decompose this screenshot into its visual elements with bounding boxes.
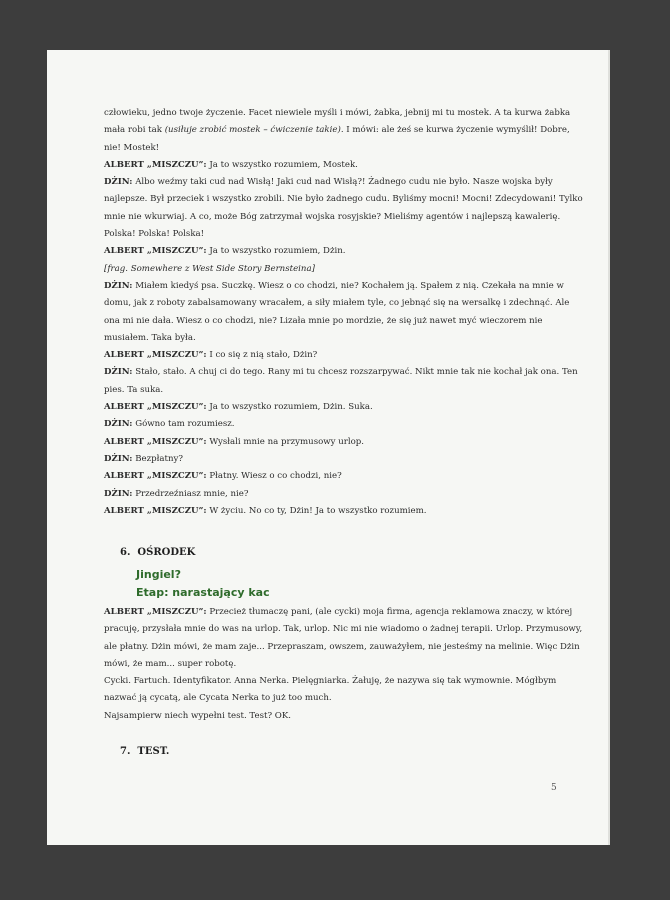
jingiel-label: Jingiel? [136,568,181,581]
speaker-name: ALBERT „MISZCZU”: [104,607,207,617]
line-text: Ja to wszystko rozumiem, Dżin. Suka. [206,402,373,413]
line-text: Najsampierw niech wypełni test. Test? OK. [104,710,291,721]
text-line [104,261,584,278]
dialogue-block-1 [104,105,584,520]
text-line [104,708,584,725]
etap-label: Etap: narastający kac [136,586,270,599]
line-text-after: . I mówi: ale żeś se kurwa życzenie wymyślił! Dobre, [340,125,570,136]
line-text: Polska! Polska! Polska! [104,229,205,240]
section-7-title: TEST. [137,746,170,757]
text-line [104,313,584,330]
document-page [47,50,610,845]
line-text: najlepsze. Był przeciek i wszystko zrobili. Nie było żadnego cudu. Byliśmy mocni! Mocni! Zdecydowani! Tylko [104,194,583,205]
line-text: Miałem kiedyś psa. Suczkę. Wiesz o co chodzi, nie? Kochałem ją. Spałem z nią. Czekała na mnie w [132,280,564,291]
line-text: pracuję, przysłała mnie do was na urlop. Tak, urlop. Nic mi nie wiadomo o żadnej terapii. Urlop. Przymusowy, [104,624,583,635]
line-text: pies. Ta suka. [104,384,164,395]
text-line [104,486,584,503]
line-text: Płatny. Wiesz o co chodzi, nie? [206,471,342,482]
section-7-number: 7. [120,746,131,757]
text-line [104,468,584,485]
line-text: Albo weźmy taki cud nad Wisłą! Jaki cud nad Wisłą?! Żadnego cudu nie było. Nasze wojska były [132,177,553,188]
line-text: W życiu. No co ty, Dżin! Ja to wszystko rozumiem. [206,505,427,516]
line-text: nazwać ją cycatą, ale Cycata Nerka to już too much. [104,693,332,704]
text-line [104,140,584,157]
line-text: nie! Mostek! [104,142,160,153]
section-6-title: OŚRODEK [137,547,196,558]
text-line [104,174,584,191]
line-text: mówi, że mam... super robotę. [104,658,237,669]
line-text: Cycki. Fartuch. Identyfikator. Anna Nerka. Pielęgniarka. Żałuję, że nazywa się tak wymownie. Mógłbym [104,676,557,687]
text-line [104,690,584,707]
text-line [104,503,584,520]
text-line [104,330,584,347]
stage-direction: (usiłuje zrobić mostek – ćwiczenie takie) [164,125,341,136]
text-line [104,604,584,621]
speaker-name: ALBERT „MISZCZU”: [104,402,207,413]
text-line [104,639,584,656]
speaker-name: DŻIN: [104,367,133,378]
speaker-name: ALBERT „MISZCZU”: [104,471,207,482]
text-line [104,191,584,208]
text-line [104,122,584,139]
line-text: mnie nie wkurwiaj. A co, może Bóg zatrzymał wojska rosyjskie? Mieliśmy agentów i najlepszą kawalerię. [104,211,561,222]
text-line [104,673,584,690]
speaker-name: ALBERT „MISZCZU”: [104,246,207,257]
text-line [104,399,584,416]
text-line [104,364,584,381]
speaker-name: DŻIN: [104,419,133,430]
line-text: człowieku, jedno twoje życzenie. Facet niewiele myśli i mówi, żabka, jebnij mi tu mostek. A ta kurwa żabka [104,108,571,118]
speaker-name: ALBERT „MISZCZU”: [104,350,207,361]
page-number: 5 [551,783,557,793]
text-line [104,656,584,673]
speaker-name: ALBERT „MISZCZU”: [104,505,207,516]
section-7-heading [120,746,169,757]
line-text: Ja to wszystko rozumiem, Mostek. [206,159,358,170]
dialogue-block-2 [104,604,584,725]
section-6-heading [120,547,195,558]
text-line [104,278,584,295]
speaker-name: DŻIN: [104,280,133,291]
stage-direction: [frag. Somewhere z West Side Story Bernsteina] [104,263,315,274]
line-text: Bezpłatny? [132,453,183,464]
text-line [104,209,584,226]
section-6-number: 6. [120,547,131,558]
text-line [104,382,584,399]
line-text: Przedrzeźniasz mnie, nie? [132,488,249,499]
text-line [104,243,584,260]
line-text: musiałem. Taka była. [104,332,196,343]
speaker-name: DŻIN: [104,453,133,464]
line-text: Stało, stało. A chuj ci do tego. Rany mi tu chcesz rozszarpywać. Nikt mnie tak nie kochał jak ona. Ten [132,367,578,378]
speaker-name: ALBERT „MISZCZU”: [104,159,207,170]
text-line [104,157,584,174]
speaker-name: DŻIN: [104,177,133,188]
speaker-name: DŻIN: [104,488,133,499]
text-line [104,451,584,468]
text-line [104,416,584,433]
text-line [104,434,584,451]
line-text: ale płatny. Dżin mówi, że mam zaje... Przepraszam, owszem, zauważyłem, nie jesteśmy na melinie. Więc Dżin [104,641,580,652]
line-text: domu, jak z roboty zabalsamowany wracałem, a siły miałem tyle, co jebnąć się na wersalkę i zdechnąć. Ale [104,298,570,309]
line-text: mała robi tak [104,125,165,136]
text-line [104,295,584,312]
speaker-name: ALBERT „MISZCZU”: [104,436,207,447]
text-line [104,347,584,364]
text-line [104,105,584,122]
line-text: Ja to wszystko rozumiem, Dżin. [206,246,346,257]
line-text: ona mi nie dała. Wiesz o co chodzi, nie? Lizała mnie po mordzie, że się już nawet myć wieczorem nie [104,315,543,326]
line-text: Przecież tłumaczę pani, (ale cycki) moja firma, agencja reklamowa znaczy, w której [206,607,573,617]
line-text: Gówno tam rozumiesz. [132,419,235,430]
line-text: Wysłali mnie na przymusowy urlop. [206,436,365,447]
text-line [104,621,584,638]
text-line [104,226,584,243]
line-text: I co się z nią stało, Dżin? [206,350,318,361]
